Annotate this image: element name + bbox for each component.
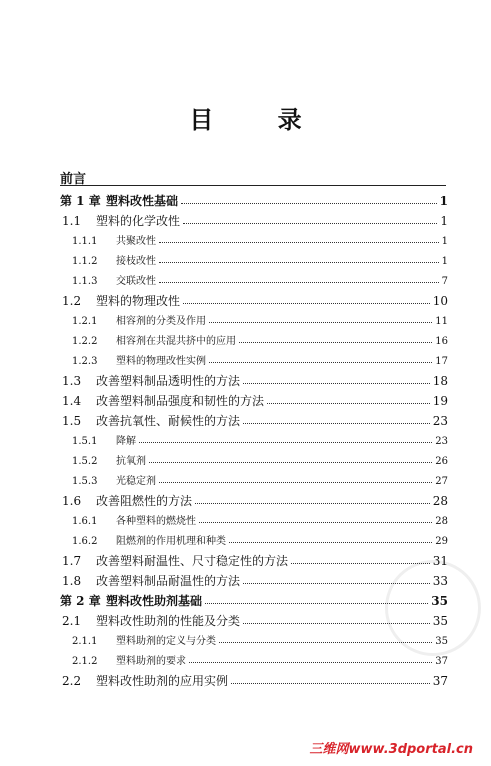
toc-entry-page: 35: [431, 594, 448, 608]
toc-entry-page: 26: [435, 456, 448, 467]
toc-entry-page: 17: [435, 356, 448, 367]
toc-entry-number: 1.5.3: [72, 476, 98, 487]
toc-entry-number: 2.1: [62, 614, 82, 628]
toc-entry-title: 改善塑料制品透明性的方法: [96, 374, 241, 388]
toc-entry[interactable]: [62, 292, 448, 309]
dot-leader: [229, 542, 432, 543]
toc-entry[interactable]: [72, 352, 448, 367]
toc-entry-title: 交联改性: [116, 276, 156, 287]
toc-entry-title: 各种塑料的燃烧性: [116, 516, 196, 527]
toc-entry[interactable]: [72, 472, 448, 487]
toc-entry-page: 1: [441, 236, 448, 247]
dot-leader: [181, 203, 437, 204]
toc-entry-page: 16: [435, 336, 448, 347]
toc-entry-number: 2.1.2: [72, 656, 98, 667]
toc-entry[interactable]: [62, 572, 448, 589]
toc-entry-page: 19: [432, 394, 448, 408]
toc-entry-page: 37: [432, 674, 448, 688]
dot-leader: [199, 522, 432, 523]
toc-entry-number: 第 1 章: [60, 194, 101, 208]
toc-entry[interactable]: [72, 452, 448, 467]
dot-leader: [209, 362, 432, 363]
toc-entry-number: 1.5.1: [72, 436, 98, 447]
dot-leader: [183, 223, 437, 224]
toc-entry[interactable]: [72, 632, 448, 647]
toc-entry-title: 改善抗氧性、耐候性的方法: [96, 414, 241, 428]
toc-entry[interactable]: [72, 252, 448, 267]
divider: [60, 185, 446, 186]
toc-entry-title: 塑料的化学改性: [96, 214, 181, 228]
toc-entry-title: 塑料改性基础: [106, 194, 179, 208]
toc-entry-page: 1: [440, 214, 448, 228]
preface-heading: 前言: [60, 172, 87, 187]
dot-leader: [243, 583, 430, 584]
toc-entry-number: 1.2: [62, 294, 82, 308]
toc-entry-page: 1: [441, 256, 448, 267]
toc-entry-page: 35: [432, 614, 448, 628]
toc-entry-number: 1.6.1: [72, 516, 98, 527]
toc-entry-page: 28: [435, 516, 448, 527]
toc-entry-title: 相容剂的分类及作用: [116, 316, 206, 327]
dot-leader: [239, 342, 432, 343]
toc-entry[interactable]: [72, 232, 448, 247]
toc-entry-page: 7: [441, 276, 448, 287]
page-title: 目 录: [189, 105, 330, 134]
toc-entry[interactable]: [72, 512, 448, 527]
toc-entry-title: 改善塑料制品强度和韧性的方法: [96, 394, 265, 408]
toc-entry[interactable]: [72, 332, 448, 347]
toc-entry[interactable]: [72, 312, 448, 327]
toc-entry-title: 阻燃剂的作用机理和种类: [116, 536, 226, 547]
toc-entry-number: 1.3: [62, 374, 82, 388]
dot-leader: [243, 383, 430, 384]
dot-leader: [231, 683, 430, 684]
dot-leader: [267, 403, 430, 404]
dot-leader: [243, 623, 430, 624]
dot-leader: [159, 242, 439, 243]
toc-entry[interactable]: [60, 192, 448, 209]
dot-leader: [209, 322, 432, 323]
toc-entry-page: 18: [432, 374, 448, 388]
toc-entry-number: 1.1.2: [72, 256, 98, 267]
toc-entry-page: 11: [435, 316, 448, 327]
toc-entry-number: 1.1.3: [72, 276, 98, 287]
toc-entry-number: 1.5.2: [72, 456, 98, 467]
toc-entry-title: 塑料的物理改性: [96, 294, 181, 308]
dot-leader: [195, 503, 430, 504]
toc-entry-page: 37: [435, 656, 448, 667]
toc-entry-number: 1.2.2: [72, 336, 98, 347]
dot-leader: [159, 482, 432, 483]
toc-entry-title: 降解: [116, 436, 136, 447]
toc-entry-number: 1.6: [62, 494, 82, 508]
toc-entry-number: 2.1.1: [72, 636, 98, 647]
toc-entry-title: 塑料的物理改性实例: [116, 356, 206, 367]
toc-entry[interactable]: [62, 672, 448, 689]
dot-leader: [183, 303, 430, 304]
toc-entry-page: 29: [435, 536, 448, 547]
toc-entry[interactable]: [72, 432, 448, 447]
toc-entry[interactable]: [62, 372, 448, 389]
site-watermark: 三维网www.3dportal.cn: [309, 742, 473, 757]
toc-entry[interactable]: [62, 492, 448, 509]
toc-entry-number: 1.1.1: [72, 236, 98, 247]
toc-entry-title: 共聚改性: [116, 236, 156, 247]
toc-entry-number: 1.1: [62, 214, 82, 228]
toc-entry-number: 1.2.3: [72, 356, 98, 367]
toc-entry-number: 1.2.1: [72, 316, 98, 327]
toc-entry-page: 35: [435, 636, 448, 647]
toc-entry-title: 塑料改性助剂基础: [106, 594, 203, 608]
toc-entry-title: 塑料助剂的定义与分类: [116, 636, 216, 647]
toc-entry[interactable]: [72, 272, 448, 287]
toc-entry[interactable]: [60, 592, 448, 609]
toc-entry-title: 抗氧剂: [116, 456, 146, 467]
dot-leader: [149, 462, 432, 463]
dot-leader: [219, 642, 432, 643]
toc-entry-page: 31: [432, 554, 448, 568]
toc-entry-title: 改善塑料制品耐温性的方法: [96, 574, 241, 588]
toc-entry-title: 相容剂在共混共挤中的应用: [116, 336, 236, 347]
toc-entry-number: 2.2: [62, 674, 82, 688]
toc-entry-page: 1: [439, 194, 448, 208]
dot-leader: [159, 282, 439, 283]
toc-entry[interactable]: [62, 212, 448, 229]
toc-entry[interactable]: [62, 392, 448, 409]
toc-entry[interactable]: [72, 652, 448, 667]
toc-entry-number: 1.4: [62, 394, 82, 408]
toc-entry-number: 第 2 章: [60, 594, 101, 608]
toc-entry-title: 改善阻燃性的方法: [96, 494, 193, 508]
toc-entry-title: 塑料助剂的要求: [116, 656, 186, 667]
toc-entry-number: 1.5: [62, 414, 82, 428]
toc-entry-number: 1.6.2: [72, 536, 98, 547]
toc-entry-title: 改善塑料耐温性、尺寸稳定性的方法: [96, 554, 289, 568]
toc-entry[interactable]: [62, 412, 448, 429]
toc-entry-number: 1.8: [62, 574, 82, 588]
toc-entry-title: 接枝改性: [116, 256, 156, 267]
dot-leader: [139, 442, 432, 443]
toc-entry-page: 10: [432, 294, 448, 308]
toc-entry-title: 塑料改性助剂的性能及分类: [96, 614, 241, 628]
toc-entry-page: 28: [432, 494, 448, 508]
toc-entry[interactable]: [62, 612, 448, 629]
dot-leader: [243, 423, 430, 424]
dot-leader: [291, 563, 430, 564]
toc-entry-page: 27: [435, 476, 448, 487]
toc-entry-title: 塑料改性助剂的应用实例: [96, 674, 229, 688]
dot-leader: [159, 262, 439, 263]
toc-entry-page: 23: [432, 414, 448, 428]
toc-entry-page: 23: [435, 436, 448, 447]
dot-leader: [205, 603, 428, 604]
toc-entry[interactable]: [62, 552, 448, 569]
toc-entry[interactable]: [72, 532, 448, 547]
toc-entry-title: 光稳定剂: [116, 476, 156, 487]
toc-entry-number: 1.7: [62, 554, 82, 568]
toc-entry-page: 33: [432, 574, 448, 588]
dot-leader: [189, 662, 432, 663]
